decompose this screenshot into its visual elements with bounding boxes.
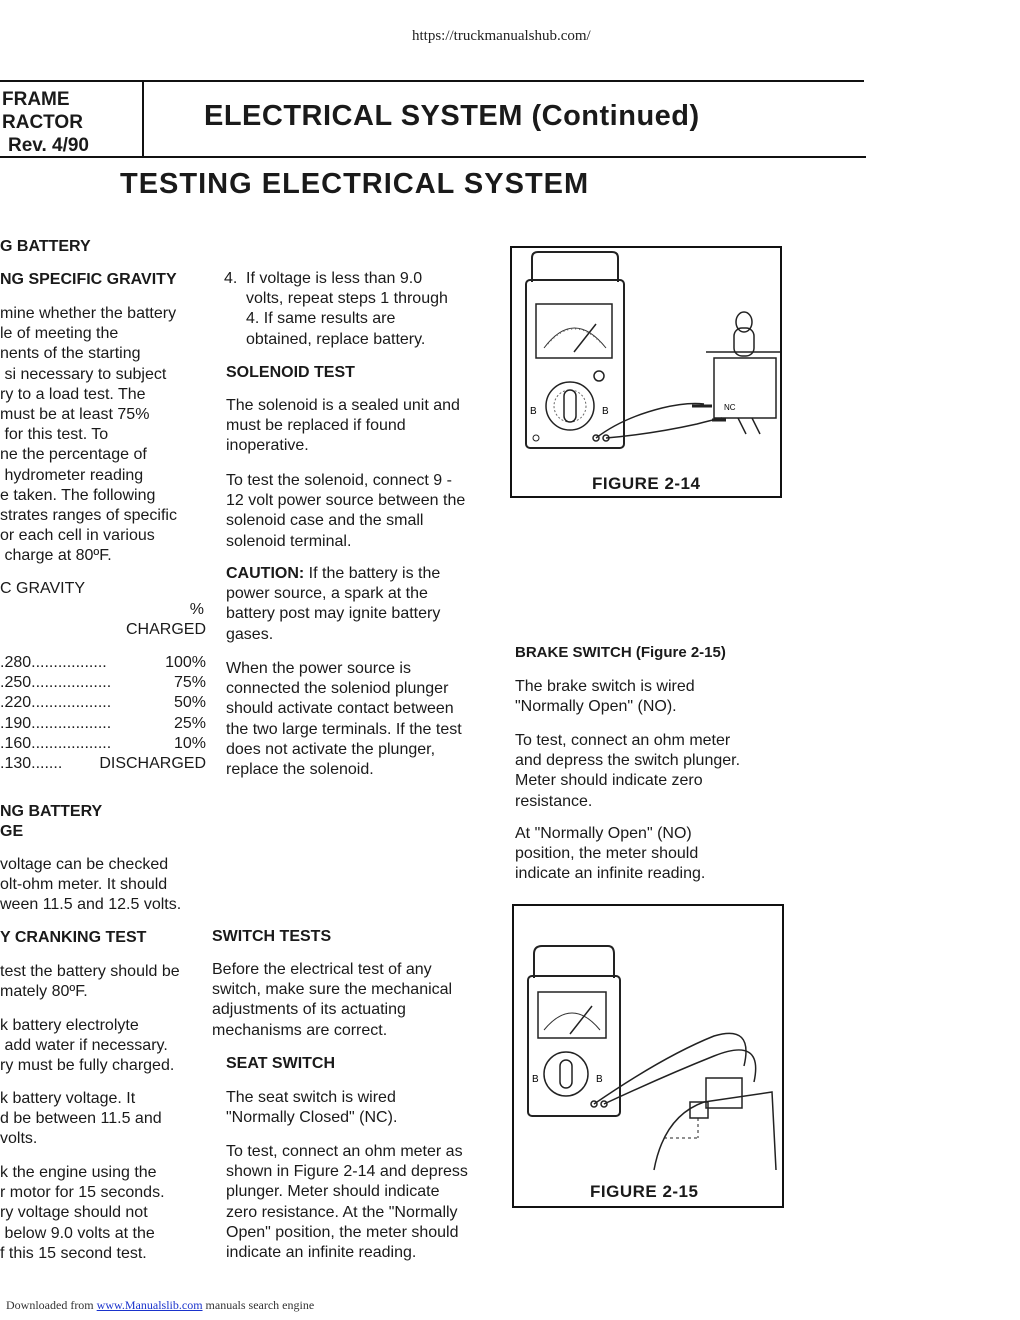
svg-text:B: B xyxy=(532,1074,539,1085)
charge-percent: 10% xyxy=(173,734,206,752)
caution-note xyxy=(226,564,440,645)
header-rule-top xyxy=(0,80,864,82)
caution-label: CAUTION: xyxy=(226,565,305,582)
footer-prefix: Downloaded from xyxy=(6,1298,97,1312)
switch-tests-text: Before the electrical test of any switch, make sure the mechanical adjustments of its actuating mechanisms are correct. xyxy=(212,961,453,1039)
footer-link[interactable]: www.Manualslib.com xyxy=(96,1298,203,1312)
brake-switch-icon xyxy=(514,906,782,1176)
step-4-number: 4. xyxy=(224,270,238,287)
gravity-value: .130 xyxy=(0,755,32,772)
gravity-table-charged-header: CHARGED xyxy=(125,621,206,638)
charge-percent: DISCHARGED xyxy=(99,755,206,772)
seat-switch-test: To test, connect an ohm meter as shown in Figure 2-14 and depress plunger. Meter should indicate zero resistance. At the "Normally Open" position, the meter should indicate an infinite reading. xyxy=(226,1143,468,1262)
step-4-text: If voltage is less than 9.0 volts, repeat steps 1 through 4. If same results are obtained, replace battery. xyxy=(246,270,448,348)
brake-switch-open: At "Normally Open" (NO) position, the meter should indicate an infinite reading. xyxy=(515,825,706,883)
source-url[interactable]: https://truckmanualshub.com/ xyxy=(412,28,591,44)
solenoid-test-instructions: To test the solenoid, connect 9 - 12 volt power source between the solenoid case and the small solenoid terminal. xyxy=(226,472,466,550)
page-title: TESTING ELECTRICAL SYSTEM xyxy=(120,168,590,200)
gravity-table-row xyxy=(0,755,206,773)
header-rule-bottom xyxy=(0,156,866,158)
svg-text:B: B xyxy=(602,406,609,417)
brake-switch-heading: BRAKE SWITCH (Figure 2-15) xyxy=(515,644,726,661)
cranking-test-heading: Y CRANKING TEST xyxy=(0,929,147,946)
battery-heading: G BATTERY xyxy=(0,238,91,255)
seat-switch-wiring: The seat switch is wired "Normally Closed" (NC). xyxy=(226,1089,398,1127)
gravity-value: .250 xyxy=(0,674,32,692)
leader-dots: .................. xyxy=(31,674,112,692)
leader-dots: ................. xyxy=(31,654,107,671)
footer-suffix: manuals search engine xyxy=(202,1298,315,1312)
gravity-table-row xyxy=(0,674,206,692)
brake-switch-wiring: The brake switch is wired "Normally Open" (NO). xyxy=(515,678,695,716)
cranking-step-2: k battery electrolyte add water if necessary. ry must be fully charged. xyxy=(0,1017,175,1075)
brake-switch-test: To test, connect an ohm meter and depress the switch plunger. Meter should indicate zero resistance. xyxy=(515,732,741,810)
charge-percent: 50% xyxy=(173,694,206,712)
gravity-table-row xyxy=(0,654,206,672)
gravity-table-pct-header: % xyxy=(189,601,204,618)
caution-text: If the battery is the power source, a spark at the battery post may ignite battery gases. xyxy=(226,565,441,643)
leader-dots: .................. xyxy=(31,734,112,752)
leader-dots: ....... xyxy=(31,755,63,772)
cranking-step-1: test the battery should be mately 80ºF. xyxy=(0,963,180,1001)
gravity-table-title: C GRAVITY xyxy=(0,580,86,597)
specific-gravity-text: mine whether the battery le of meeting the nents of the starting si necessary to subject ry to a load test. The must be at least 75% for this test. To ne the percentage of hydrometer reading e taken. The following strates ranges of specific or each cell in various charge at 80ºF. xyxy=(0,305,177,565)
header-revision: Rev. 4/90 xyxy=(8,135,89,156)
gravity-table-row xyxy=(0,715,206,733)
figure-2-15-caption: FIGURE 2-15 xyxy=(590,1182,699,1201)
cranking-step-3: k battery voltage. It d be between 11.5 and volts. xyxy=(0,1090,162,1148)
gravity-value: .280 xyxy=(0,654,32,671)
header-line-2: RACTOR xyxy=(2,112,83,133)
footer xyxy=(6,1298,314,1313)
gravity-value: .220 xyxy=(0,694,32,712)
solenoid-intro: The solenoid is a sealed unit and must be replaced if found inoperative. xyxy=(226,397,460,455)
svg-text:B: B xyxy=(596,1074,603,1085)
solenoid-result: When the power source is connected the soleniod plunger should activate contact between the two large terminals. If the test does not activate the plunger, replace the solenoid. xyxy=(226,660,462,779)
figure-2-14-nc-label: NC xyxy=(724,403,736,412)
gravity-value: .190 xyxy=(0,714,32,732)
svg-text:B: B xyxy=(530,406,537,417)
solenoid-heading: SOLENOID TEST xyxy=(226,364,355,381)
gravity-value: .160 xyxy=(0,734,32,752)
voltage-heading: NG BATTERY GE xyxy=(0,803,103,841)
charge-percent: 75% xyxy=(173,674,206,692)
charge-percent: 25% xyxy=(173,714,206,732)
figure-2-14 xyxy=(510,246,782,498)
ohm-meter-icon xyxy=(512,248,780,470)
voltage-text: voltage can be checked olt-ohm meter. It should ween 11.5 and 12.5 volts. xyxy=(0,856,182,914)
gravity-table-row xyxy=(0,694,206,712)
section-title: ELECTRICAL SYSTEM (Continued) xyxy=(204,100,700,132)
figure-2-15 xyxy=(512,904,784,1208)
figure-2-14-caption: FIGURE 2-14 xyxy=(592,474,701,493)
seat-switch-heading: SEAT SWITCH xyxy=(226,1055,336,1072)
cranking-step-4: k the engine using the r motor for 15 seconds. ry voltage should not below 9.0 volts at the f this 15 second test. xyxy=(0,1164,165,1262)
header-divider xyxy=(142,82,144,158)
gravity-table xyxy=(0,600,206,780)
leader-dots: .................. xyxy=(31,714,112,732)
switch-tests-heading: SWITCH TESTS xyxy=(212,928,332,945)
charge-percent: 100% xyxy=(165,654,206,671)
specific-gravity-heading: NG SPECIFIC GRAVITY xyxy=(0,271,177,288)
gravity-table-row xyxy=(0,735,206,753)
header-line-1: FRAME xyxy=(2,89,70,110)
leader-dots: .................. xyxy=(31,694,112,712)
